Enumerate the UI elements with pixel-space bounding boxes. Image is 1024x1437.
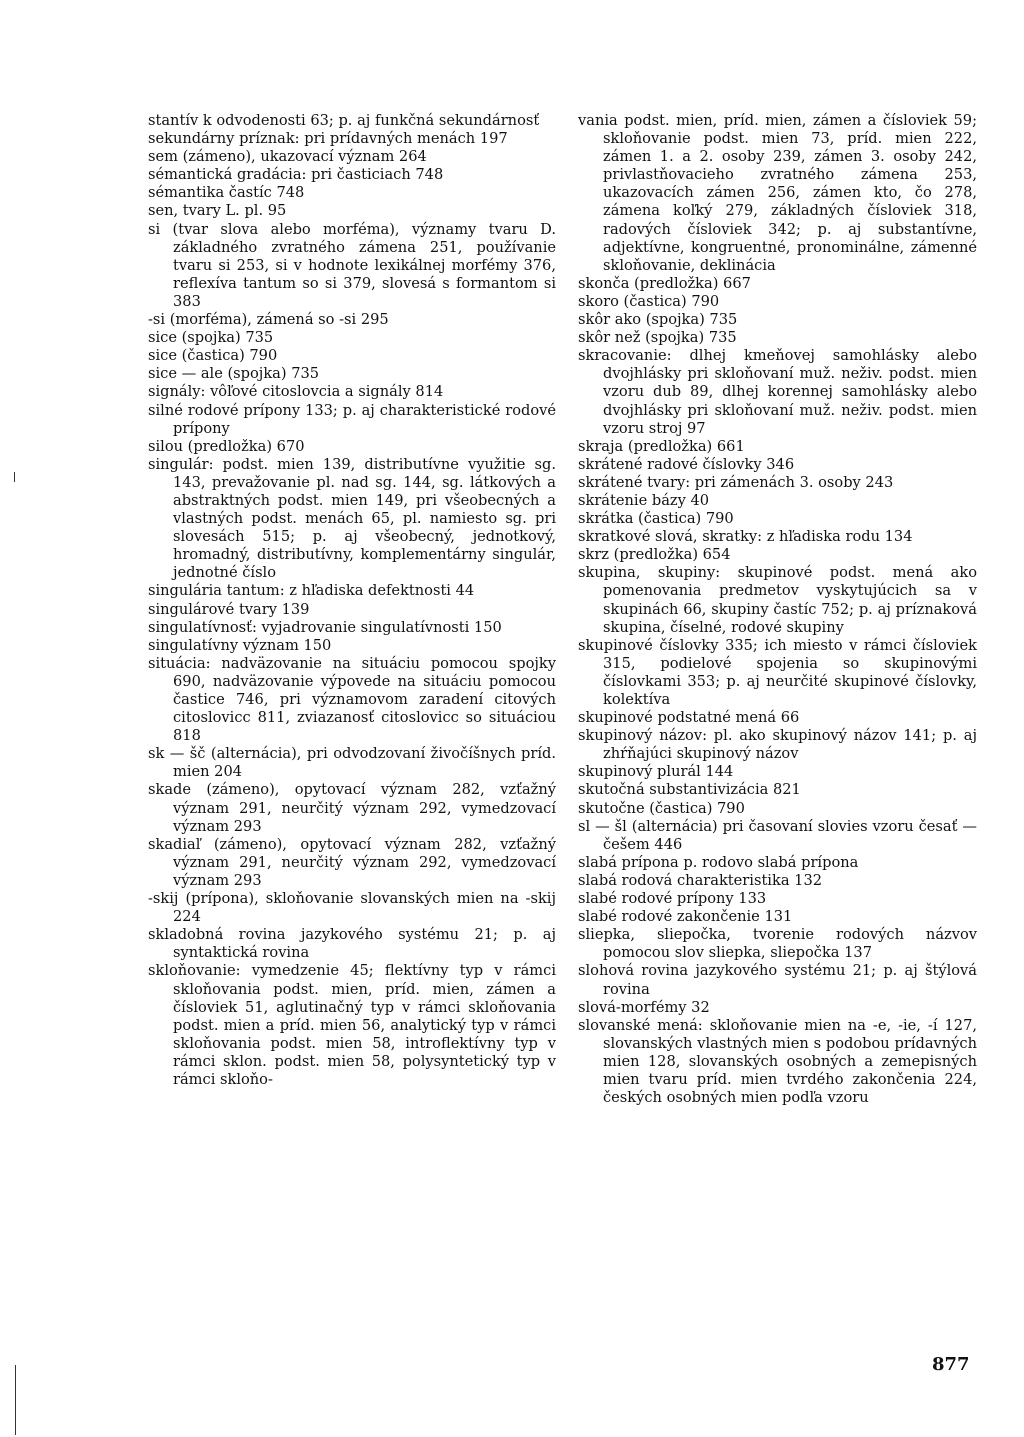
index-entry-text: slabá prípona p. rodovo slabá prípona	[578, 853, 859, 871]
index-entry-text: skrz (predložka) 654	[578, 546, 731, 564]
index-entry	[148, 438, 556, 456]
index-entry	[578, 763, 977, 781]
index-entry	[148, 329, 556, 347]
index-entry-text: skupinové číslovky 335; ich miesto v rámci čísloviek 315, podielové spojenia so skupinovými číslovkami 353; p. aj neurčité skupinové číslovky, kolektíva	[578, 636, 977, 708]
page-number: 877	[932, 1354, 970, 1375]
index-entry-text: sekundárny príznak: pri prídavných menách 197	[148, 130, 508, 148]
index-entry-text: skupinové podstatné mená 66	[578, 709, 800, 727]
index-entry-text: slohová rovina jazykového systému 21; p. aj štýlová rovina	[578, 962, 977, 998]
index-entry	[578, 781, 977, 799]
index-entry	[578, 293, 977, 311]
index-entry-text: skloňovanie: vymedzenie 45; flektívny typ v rámci skloňovania podst. mien, príd. mien, zámen a čísloviek 51, aglutinačný typ v rámci skloňovania podst. mien a príd. mien 56, analytický typ v rámci skloňovania podst. mien 58, introflektívny typ v rámci sklon. podst. mien 58, polysyntetický typ v rámci skloňo-	[148, 962, 556, 1088]
index-entry-text: skutočne (častica) 790	[578, 799, 745, 817]
index-entry	[578, 456, 977, 474]
index-entry	[578, 926, 977, 962]
index-entry	[148, 456, 556, 583]
index-entry	[148, 311, 556, 329]
index-entry-text: silou (predložka) 670	[148, 437, 305, 455]
index-entry	[148, 166, 556, 184]
index-entry-text: skadiaľ (zámeno), opytovací význam 282, vzťažný význam 291, neurčitý význam 292, vymedzovací význam 293	[148, 835, 556, 889]
index-entry-text: skrátené radové číslovky 346	[578, 455, 795, 473]
index-entry	[578, 347, 977, 437]
index-entry-text: stantív k odvodenosti 63; p. aj funkčná sekundárnosť	[148, 112, 540, 129]
index-entry-text: slabá rodová charakteristika 132	[578, 871, 823, 889]
index-entry	[148, 148, 556, 166]
index-entry-text: skracovanie: dlhej kmeňovej samohlásky alebo dvojhlásky pri skloňovaní muž. neživ. podst. mien vzoru dub 89, dlhej korennej samohlásky alebo dvojhlásky pri skloňovaní muž. neživ. podst. mien vzoru stroj 97	[578, 347, 977, 437]
index-entry	[148, 890, 556, 926]
index-entry	[148, 926, 556, 962]
index-entry-text: sen, tvary L. pl. 95	[148, 202, 287, 220]
margin-mark	[14, 472, 15, 482]
index-entry-text: singulária tantum: z hľadiska defektnosti 44	[148, 582, 475, 600]
index-entry	[148, 637, 556, 655]
index-entry	[148, 836, 556, 890]
index-entry	[578, 818, 977, 854]
index-entry-text: skupinový plurál 144	[578, 763, 734, 781]
index-entry-text: silné rodové prípony 133; p. aj charakteristické rodové prípony	[148, 401, 556, 437]
index-entry	[578, 438, 977, 456]
index-entry-text: skrátka (častica) 790	[578, 510, 734, 528]
index-entry	[148, 402, 556, 438]
index-entry	[578, 112, 977, 275]
index-entry	[578, 329, 977, 347]
index-entry-text: skraja (predložka) 661	[578, 437, 745, 455]
index-entry-text: singulatívnosť: vyjadrovanie singulatívnosti 150	[148, 618, 502, 636]
index-entry	[148, 781, 556, 835]
index-entry	[148, 202, 556, 220]
index-entry-text: slabé rodové prípony 133	[578, 890, 767, 908]
index-entry	[148, 130, 556, 148]
index-entry	[578, 510, 977, 528]
index-entry-text: slabé rodové zakončenie 131	[578, 908, 793, 926]
index-entry	[148, 601, 556, 619]
index-entry	[578, 474, 977, 492]
index-entry-text: sémantická gradácia: pri časticiach 748	[148, 166, 444, 184]
index-entry-text: vania podst. mien, príd. mien, zámen a čísloviek 59; skloňovanie podst. mien 73, príd. mien 222, zámen 1. a 2. osoby 239, zámen 3. osoby 242, privlastňovacieho zvratného zámena 253, ukazovacích zámen 256, zámen kto, čo 278, zámena koľký 279, základných čísloviek 318, radových čísloviek 342; p. aj substantívne, adjektívne, kongruentné, pronominálne, zámenné skloňovanie, deklinácia	[578, 112, 977, 274]
index-entry	[148, 962, 556, 1089]
index-entry-text: sice (častica) 790	[148, 347, 278, 365]
index-entry-text: skupina, skupiny: skupinové podst. mená ako pomenovania predmetov vyskytujúcich sa v skupinách 66, skupiny častíc 752; p. aj príznaková skupina, číselné, rodové skupiny	[578, 564, 977, 636]
index-entry	[148, 619, 556, 637]
index-entry-text: skladobná rovina jazykového systému 21; p. aj syntaktická rovina	[148, 926, 556, 962]
index-entry	[578, 492, 977, 510]
index-entry-text: sliepka, sliepočka, tvorenie rodových názvov pomocou slov sliepka, sliepočka 137	[578, 926, 977, 962]
index-entry-text: si (tvar slova alebo morféma), významy tvaru D. základného zvratného zámena 251, používanie tvaru si 253, si v hodnote lexikálnej morfémy 376, reflexíva tantum so si 379, slovesá s formantom si 383	[148, 220, 556, 310]
index-entry	[148, 347, 556, 365]
index-entry-text: skratkové slová, skratky: z hľadiska rodu 134	[578, 528, 913, 546]
index-entry	[578, 854, 977, 872]
index-entry-text: sk — šč (alternácia), pri odvodzovaní živočíšnych príd. mien 204	[148, 745, 556, 781]
left-column	[148, 112, 556, 1089]
index-entry-text: singulár: podst. mien 139, distributívne využitie sg. 143, prevažovanie pl. nad sg. 144, sg. látkových a abstraktných podst. mien 149, pri všeobecných a vlastných podst. menách 65, pl. namiesto sg. pri slovesách 515; p. aj všeobecný, jednotkový, hromadný, distributívny, komplementárny singulár, jednotné číslo	[148, 455, 556, 582]
index-entry	[148, 112, 556, 130]
index-entry-text: slovanské mená: skloňovanie mien na -e, -ie, -í 127, slovanských vlastných mien s podobou prídavných mien 128, slovanských osobných a zemepisných mien tvaru príd. mien tvrdého zakončenia 224, českých osobných mien podľa vzoru	[578, 1016, 977, 1107]
index-entry-text: skonča (predložka) 667	[578, 274, 751, 292]
index-entry-text: skupinový názov: pl. ako skupinový názov 141; p. aj zhŕňajúci skupinový názov	[578, 727, 977, 763]
index-entry	[148, 745, 556, 781]
index-entry	[578, 564, 977, 636]
index-entry-text: skrátenie bázy 40	[578, 491, 710, 509]
index-entry	[578, 275, 977, 293]
right-column	[578, 112, 977, 1107]
index-entry-text: singulatívny význam 150	[148, 636, 332, 654]
index-entry-text: slová-morfémy 32	[578, 998, 710, 1016]
index-entry-text: -si (morféma), zámená so -si 295	[148, 311, 389, 329]
index-entry	[148, 221, 556, 311]
index-entry	[148, 383, 556, 401]
index-entry	[578, 528, 977, 546]
index-entry	[578, 546, 977, 564]
index-entry-text: sem (zámeno), ukazovací význam 264	[148, 148, 427, 166]
index-entry-text: signály: vôľové citoslovcia a signály 814	[148, 383, 444, 401]
margin-mark	[15, 1365, 16, 1435]
index-entry-text: skade (zámeno), opytovací význam 282, vzťažný význam 291, neurčitý význam 292, vymedzovací význam 293	[148, 781, 556, 835]
index-entry	[148, 582, 556, 600]
index-entry	[578, 999, 977, 1017]
index-entry	[148, 655, 556, 745]
index-entry-text: skôr ako (spojka) 735	[578, 311, 738, 329]
index-entry-text: singulárové tvary 139	[148, 600, 310, 618]
index-entry	[148, 365, 556, 383]
index-entry-text: sice — ale (spojka) 735	[148, 365, 320, 383]
index-entry	[578, 1017, 977, 1107]
index-entry-text: skôr než (spojka) 735	[578, 329, 737, 347]
index-entry	[578, 637, 977, 709]
index-entry	[578, 962, 977, 998]
index-entry	[578, 800, 977, 818]
index-entry-text: -skij (prípona), skloňovanie slovanských mien na -skij 224	[148, 890, 556, 926]
index-entry	[148, 184, 556, 202]
index-entry	[578, 727, 977, 763]
index-entry-text: sice (spojka) 735	[148, 329, 274, 347]
index-entry	[578, 872, 977, 890]
index-entry	[578, 311, 977, 329]
index-entry-text: skoro (častica) 790	[578, 292, 720, 310]
index-entry	[578, 709, 977, 727]
index-entry-text: sl — šl (alternácia) pri časovaní slovies vzoru česať — češem 446	[578, 817, 977, 853]
index-entry-text: skutočná substantivizácia 821	[578, 781, 801, 799]
index-entry-text: skrátené tvary: pri zámenách 3. osoby 243	[578, 473, 894, 491]
index-entry	[578, 890, 977, 908]
index-entry-text: sémantika častíc 748	[148, 184, 305, 202]
index-entry	[578, 908, 977, 926]
index-entry-text: situácia: nadväzovanie na situáciu pomocou spojky 690, nadväzovanie výpovede na situáciu pomocou častice 746, pri významovom zaradení citových citoslovicc 811, zviazanosť citoslovicc so situáciou 818	[148, 654, 556, 745]
